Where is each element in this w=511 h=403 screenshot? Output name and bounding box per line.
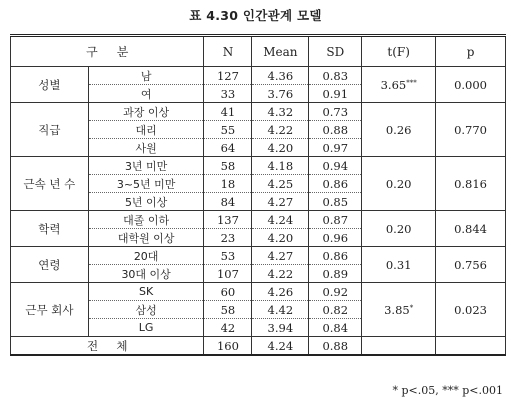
mean-value: 4.26 [252,283,309,301]
table-row [11,157,506,175]
total-n: 160 [204,337,252,356]
p-value: 0.756 [436,247,506,283]
sd-value: 0.86 [309,175,362,193]
group-name: 연령 [11,247,89,283]
t-value-text: 0.31 [385,257,412,272]
p-value: 0.816 [436,157,506,211]
mean-value: 4.22 [252,121,309,139]
footnote: * p<.05, *** p<.001 [392,384,503,397]
group-name: 성별 [11,67,89,103]
sd-value: 0.83 [309,67,362,85]
header-sd: SD [309,36,362,67]
p-value: 0.770 [436,103,506,157]
level-label: 3~5년 미만 [88,175,204,193]
mean-value: 4.36 [252,67,309,85]
header-n: N [204,36,252,67]
sd-value: 0.92 [309,283,362,301]
total-p-empty [436,337,506,356]
mean-value: 3.76 [252,85,309,103]
group-name: 직급 [11,103,89,157]
stats-table [10,34,506,356]
sd-value: 0.73 [309,103,362,121]
n-value: 41 [204,103,252,121]
header-row [11,36,506,67]
level-label: SK [88,283,204,301]
sd-value: 0.89 [309,265,362,283]
n-value: 42 [204,319,252,337]
level-label: 20대 [88,247,204,265]
n-value: 58 [204,301,252,319]
mean-value: 4.24 [252,211,309,229]
n-value: 107 [204,265,252,283]
level-label: 여 [88,85,204,103]
mean-value: 4.27 [252,193,309,211]
t-value [362,103,436,157]
n-value: 53 [204,247,252,265]
level-label: 3년 미만 [88,157,204,175]
level-label: 과장 이상 [88,103,204,121]
level-label: 대리 [88,121,204,139]
n-value: 137 [204,211,252,229]
t-value-text: 3.85 [384,302,410,317]
t-value-text: 0.20 [385,176,412,191]
n-value: 60 [204,283,252,301]
mean-value: 4.22 [252,265,309,283]
n-value: 23 [204,229,252,247]
sd-value: 0.86 [309,247,362,265]
t-value [362,211,436,247]
p-value: 0.000 [436,67,506,103]
table-body [11,67,506,356]
t-significance-mark: *** [406,78,417,87]
t-value-text: 0.20 [385,221,412,236]
total-label: 전 체 [11,337,204,356]
mean-value: 4.27 [252,247,309,265]
level-label: LG [88,319,204,337]
total-sd: 0.88 [309,337,362,356]
table-title: 표 4.30 인간관계 모델 [189,8,322,23]
sd-value: 0.96 [309,229,362,247]
level-label: 5년 이상 [88,193,204,211]
table-row [11,283,506,301]
mean-value: 3.94 [252,319,309,337]
n-value: 127 [204,67,252,85]
sd-value: 0.82 [309,301,362,319]
n-value: 55 [204,121,252,139]
mean-value: 4.32 [252,103,309,121]
sd-value: 0.91 [309,85,362,103]
n-value: 33 [204,85,252,103]
header-mean: Mean [252,36,309,67]
t-value [362,157,436,211]
level-label: 삼성 [88,301,204,319]
header-t: t(F) [362,36,436,67]
mean-value: 4.25 [252,175,309,193]
header-p: p [436,36,506,67]
level-label: 대학원 이상 [88,229,204,247]
group-name: 학력 [11,211,89,247]
mean-value: 4.18 [252,157,309,175]
sd-value: 0.87 [309,211,362,229]
n-value: 18 [204,175,252,193]
t-value [362,283,436,337]
sd-value: 0.84 [309,319,362,337]
t-value-text: 0.26 [385,122,412,137]
level-label: 사원 [88,139,204,157]
total-mean: 4.24 [252,337,309,356]
mean-value: 4.20 [252,139,309,157]
table-row [11,103,506,121]
header-group: 구 분 [11,36,204,67]
table-row [11,211,506,229]
p-value: 0.844 [436,211,506,247]
n-value: 58 [204,157,252,175]
sd-value: 0.97 [309,139,362,157]
level-label: 대졸 이하 [88,211,204,229]
table-row [11,67,506,85]
p-value: 0.023 [436,283,506,337]
t-value [362,247,436,283]
group-name: 근속 년 수 [11,157,89,211]
group-name: 근무 회사 [11,283,89,337]
level-label: 30대 이상 [88,265,204,283]
sd-value: 0.94 [309,157,362,175]
level-label: 남 [88,67,204,85]
mean-value: 4.42 [252,301,309,319]
total-t-empty [362,337,436,356]
n-value: 84 [204,193,252,211]
sd-value: 0.88 [309,121,362,139]
table-row [11,247,506,265]
t-value [362,67,436,103]
t-significance-mark: * [409,303,414,312]
n-value: 64 [204,139,252,157]
sd-value: 0.85 [309,193,362,211]
t-value-text: 3.65 [380,77,407,92]
mean-value: 4.20 [252,229,309,247]
total-row [11,337,506,356]
